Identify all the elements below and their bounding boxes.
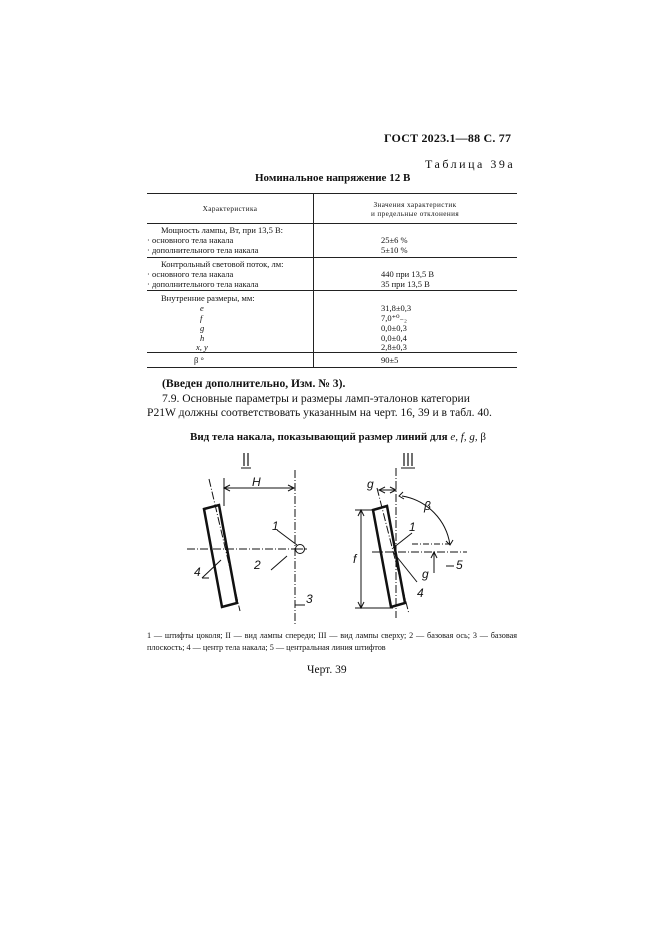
row-value: 31,8±0,3 bbox=[381, 303, 412, 313]
label-H: H bbox=[252, 475, 261, 489]
row-label: · дополнительного тела накала bbox=[147, 279, 259, 289]
table-header-rule bbox=[147, 223, 517, 224]
label-f: f bbox=[353, 552, 357, 566]
label-5: 5 bbox=[456, 558, 463, 572]
label-1-right: 1 bbox=[409, 520, 416, 534]
leader-line bbox=[202, 560, 221, 578]
row-label: · основного тела накала bbox=[147, 235, 234, 245]
row-label: · основного тела накала bbox=[147, 269, 234, 279]
figure-number: Черт. 39 bbox=[307, 664, 347, 676]
table-group-rule bbox=[147, 257, 517, 258]
label-g: g bbox=[367, 477, 374, 491]
table-bottom-rule bbox=[147, 367, 517, 368]
leader-line bbox=[277, 530, 297, 545]
col2-header-line1: Значения характеристик bbox=[373, 201, 457, 209]
row-label: · дополнительного тела накала bbox=[147, 245, 259, 255]
filament-drawing bbox=[147, 448, 517, 624]
row-label: g bbox=[200, 323, 205, 333]
row-label: h bbox=[200, 333, 205, 343]
table-title: Номинальное напряжение 12 В bbox=[255, 172, 411, 184]
row-label: β ° bbox=[194, 355, 204, 365]
table-top-rule bbox=[147, 193, 517, 194]
group-title: Мощность лампы, Вт, при 13,5 В: bbox=[161, 225, 284, 235]
label-1: 1 bbox=[272, 519, 279, 533]
row-value: 90±5 bbox=[381, 355, 399, 365]
row-value: 7,0⁺⁰₋₂ bbox=[381, 313, 407, 323]
row-value: 0,0±0,3 bbox=[381, 323, 407, 333]
label-3: 3 bbox=[306, 592, 313, 606]
figure-caption: 1 — штифты цоколя; II — вид лампы спереди; III — вид лампы сверху; 2 — базовая ось; 3 — базовая плоскость; 4 — центр тела накала; 5 — центральная линия штифтов bbox=[147, 631, 517, 652]
row-value: 5±10 % bbox=[381, 245, 408, 255]
label-beta: β bbox=[424, 499, 431, 513]
right-filament-body bbox=[373, 506, 405, 607]
row-value: 2,8±0,3 bbox=[381, 342, 407, 352]
paragraph-line-1: 7.9. Основные параметры и размеры ламп-эталонов категории bbox=[162, 392, 470, 405]
leader-line bbox=[271, 556, 287, 570]
label-g2: g bbox=[422, 567, 429, 581]
page-header: ГОСТ 2023.1—88 С. 77 bbox=[384, 131, 512, 145]
row-label: e bbox=[200, 303, 204, 313]
row-label: f bbox=[200, 313, 203, 323]
figure-heading bbox=[190, 431, 486, 443]
paragraph-line-2: P21W должны соответствовать указанным на черт. 16, 39 и в табл. 40. bbox=[147, 406, 492, 419]
group-title: Контрольный световой поток, лм: bbox=[161, 259, 284, 269]
amendment-note: (Введен дополнительно, Изм. № 3). bbox=[162, 377, 346, 390]
col1-header: Характеристика bbox=[202, 205, 258, 213]
row-value: 0,0±0,4 bbox=[381, 333, 407, 343]
figure-heading-vars: e, f, g, bbox=[450, 431, 478, 443]
row-label: x, y bbox=[196, 342, 208, 352]
table-group-rule bbox=[147, 290, 517, 291]
label-2: 2 bbox=[254, 558, 261, 572]
row-value: 440 при 13,5 В bbox=[381, 269, 435, 279]
row-value: 25±6 % bbox=[381, 235, 408, 245]
row-value: 35 при 13,5 В bbox=[381, 279, 430, 289]
figure-heading-text: Вид тела накала, показывающий размер линий для bbox=[190, 431, 451, 443]
col2-header-line2: и предельные отклонения bbox=[370, 210, 460, 218]
group-title: Внутренние размеры, мм: bbox=[161, 293, 255, 303]
table-caption: Таблица 39а bbox=[425, 157, 516, 171]
label-4-right: 4 bbox=[417, 586, 424, 600]
label-4: 4 bbox=[194, 565, 201, 579]
figure-heading-beta: β bbox=[477, 431, 486, 443]
left-filament-body bbox=[204, 505, 237, 607]
